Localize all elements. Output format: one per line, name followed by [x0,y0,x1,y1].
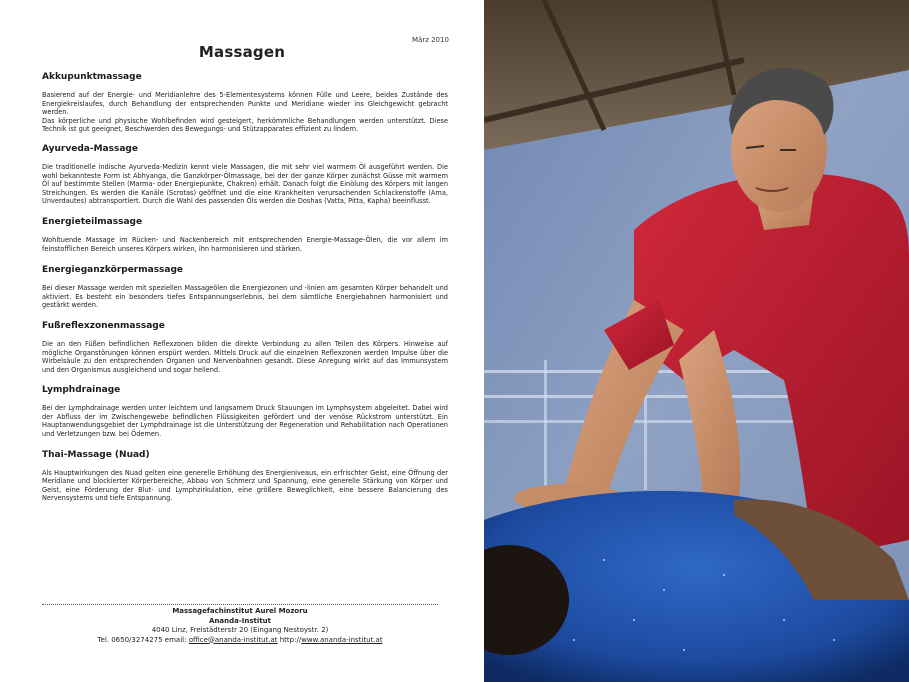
footer-institute: Massagefachinstitut Aurel Mozoru [172,607,308,615]
section-title: Fußreflexzonenmassage [42,320,165,331]
section-lymphdrainage [42,385,448,438]
section-title: Energieteilmassage [42,216,143,227]
page-title: Massagen [198,43,286,61]
section-ayurveda-massage [42,144,448,206]
sections-container [42,72,448,503]
section-fussreflexzonenmassage [42,321,448,374]
section-body: Bei dieser Massage werden mit speziellen Massageölen die Energiezonen und -linien am gesamten Körper behandelt und aktiviert. Es besteht ein besonders tiefes Entspannungserlebnis, bei dem sämtliche Energiebahnen harmonisiert und gestärkt werden. [42,284,448,310]
section-title: Energieganzkörpermassage [42,265,184,276]
massage-photo [484,0,909,682]
footer-web-link[interactable]: www.ananda-institut.at [301,635,383,644]
footer [42,607,438,645]
section-akkupunktmassage [42,72,448,134]
footer-web-prefix: http:// [279,635,302,644]
footer-email-link[interactable]: office@ananda-institut.at [188,635,278,644]
footer-contact [42,636,438,646]
section-title: Ayurveda-Massage [42,143,138,154]
section-body: Bei der Lymphdrainage werden unter leichtem und langsamem Druck Stauungen im Lymphsystem abgeleitet. Dabei wird der Abfluss der im Zwischengewebe befindlichen Flüssigkeiten gefördert und der venöse Rückstrom unterstützt. Ein Hauptanwendungsgebiet der Lymphdrainage ist die Unterstützung der Regeneration und Rehabilitation nach Operationen und Verletzungen bzw. bei Ödemen. [42,404,448,439]
section-title: Akkupunktmassage [42,72,142,82]
footer-phone: Tel. 0650/3274275 email: [97,635,187,644]
footer-name: Ananda-Institut [209,616,271,625]
section-title: Thai-Massage (Nuad) [42,449,150,460]
section-title: Lymphdrainage [42,385,121,396]
section-body: Die an den Füßen befindlichen Reflexzonen bilden die direkte Verbindung zu allen Teilen des Körpers. Hinweise auf mögliche Organstörungen können erspürt werden. Mittels Druck auf die einzelnen Reflexzonen werden Impulse über die Wirbelsäule zu den entsprechenden Organen und Nervenbahnen gesandt. Diese Anregung wirkt auf das Immunsystem und den Organismus ausgleichend und sogar heilend. [42,339,448,374]
footer-address: 4040 Linz, Freistädterstr 20 (Eingang Nestoystr. 2) [151,626,329,634]
section-energieteilmassage [42,217,448,253]
section-body: Wohltuende Massage im Rücken- und Nackenbereich mit entsprechenden Energie-Massage-Ölen, die vor allem im feinstofflichen Bereich unseres Körpers wirken, ihn harmonisieren und stärken. [42,235,448,253]
section-energieganzkoerpermassage [42,265,448,310]
section-thai-massage [42,450,448,503]
section-body: Die traditionelle indische Ayurveda-Medizin kennt viele Massagen, die mit sehr viel warmem Öl ausgeführt werden. Die wohl bekannteste Form ist Abhyanga, die Ganzkörper-Ölmassage, bei der der ganze Körper zunächst Güsse mit warmem Öl auf bestimmte Stellen (Marma- oder Energiepunkte, Chakren) erhält. Danach folgt die Einölung des Körpers mit langen Streichungen. Es werden die Kanäle (Scrotas) geöffnet und die eine Krankheiten verursachenden Schlackenstoffe (Ama, Unverdautes) abtransportiert. Durch die Wahl des passenden Öls werden die Doshas (Vatta, Pitta, Kapha) beeinflusst. [42,162,448,206]
section-body: Als Hauptwirkungen des Nuad gelten eine generelle Erhöhung des Energieniveaus, ein erfrischter Geist, eine Öffnung der Meridiane und blockierter Körperbereiche, Abbau von Schmerz und Spannung, eine generelle Stärkung von Körper und Geist, eine Förderung der Blut- und Lymphzirkulation, eine größere Beweglichkeit, eine bessere Balancierung des Nervensystems und tiefe Entspannung. [42,468,448,503]
massage-photo-illustration [484,0,909,682]
footer-divider [42,604,438,605]
section-body: Basierend auf der Energie- und Meridianlehre des 5-Elementesystems können Fülle und Leere, beides Zustände des Energiekreislaufes, durch Behandlung der entsprechenden Punkte und Meridiane wieder ins Gleichgewicht gebracht werden. Das körperliche und physische Wohlbefinden wird gesteigert, herkömmliche Behandlungen werden unterstützt. Diese Technik ist gut geeignet, Beschwerden des Bewegungs- und Stützapparates effizient zu lindern. [42,91,448,134]
document-date: März 2010 [412,36,449,44]
